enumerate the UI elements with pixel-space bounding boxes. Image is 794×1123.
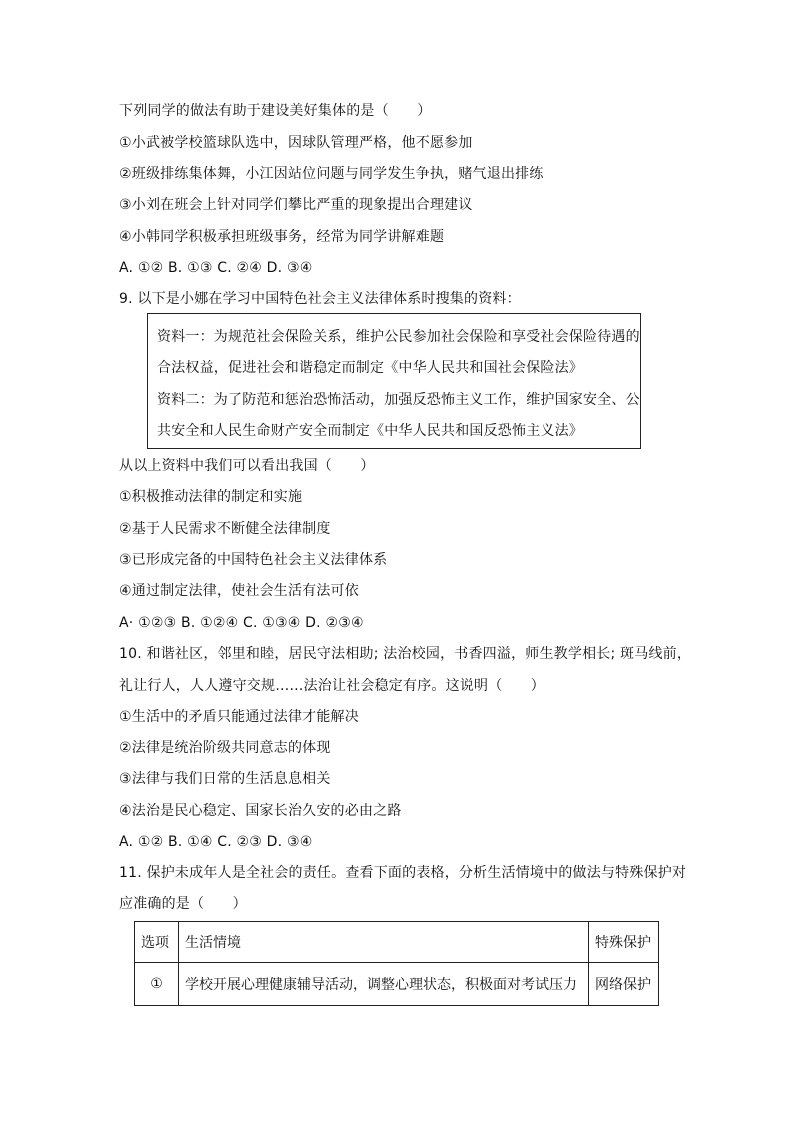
q9-options: A· ①②③ B. ①②④ C. ①③④ D. ②③④ xyxy=(119,615,364,631)
q11-stem-line-1: 11. 保护未成年人是全社会的责任。查看下面的表格，分析生活情境中的做法与特殊保护对 xyxy=(119,865,687,881)
q10-options: A. ①② B. ①④ C. ②③ D. ③④ xyxy=(119,834,313,850)
table-cell-situation: 学校开展心理健康辅导活动，调整心理状态，积极面对考试压力 xyxy=(179,963,589,1006)
q9-material-line-3: 资料二：为了防范和惩治恐怖活动，加强反恐怖主义工作，维护国家安全、公 xyxy=(157,392,640,408)
table-header-option: 选项 xyxy=(135,922,179,963)
table-cell-protection: 网络保护 xyxy=(589,963,659,1006)
q11-table xyxy=(134,921,659,1006)
q10-stem-line-2: 礼让行人，人人遵守交规……法治让社会稳定有序。这说明（ ） xyxy=(119,678,545,694)
q8-item-1: ①小武被学校篮球队选中，因球队管理严格，他不愿参加 xyxy=(119,135,473,151)
q10-stem-line-1: 10. 和谐社区，邻里和睦，居民守法相助; 法治校园，书香四溢，师生教学相长; 斑马线前， xyxy=(119,646,692,662)
q11-stem-line-2: 应准确的是（ ） xyxy=(119,896,247,912)
table-cell-option: ① xyxy=(135,963,179,1006)
q9-material-line-4: 共安全和人民生命财产安全而制定《中华人民共和国反恐怖主义法》 xyxy=(157,423,583,439)
table-header-situation: 生活情境 xyxy=(179,922,589,963)
q9-material-line-2: 合法权益，促进社会和谐稳定而制定《中华人民共和国社会保险法》 xyxy=(157,360,583,376)
q9-item-2: ②基于人民需求不断健全法律制度 xyxy=(119,521,331,537)
q9-item-3: ③已形成完备的中国特色社会主义法律体系 xyxy=(119,552,388,568)
q9-item-1: ①积极推动法律的制定和实施 xyxy=(119,489,303,505)
table-row xyxy=(135,963,659,1006)
q9-item-4: ④通过制定法律，使社会生活有法可依 xyxy=(119,583,359,599)
q9-stem: 9. 以下是小娜在学习中国特色社会主义法律体系时搜集的资料： xyxy=(119,291,521,307)
q10-item-2: ②法律是统治阶级共同意志的体现 xyxy=(119,740,331,756)
q9-material-box xyxy=(147,313,641,449)
q10-item-3: ③法律与我们日常的生活息息相关 xyxy=(119,771,331,787)
q8-item-4: ④小韩同学积极承担班级事务，经常为同学讲解难题 xyxy=(119,229,445,245)
table-header-row xyxy=(135,922,659,963)
q8-item-3: ③小刘在班会上针对同学们攀比严重的现象提出合理建议 xyxy=(119,197,473,213)
q10-item-4: ④法治是民心稳定、国家长治久安的必由之路 xyxy=(119,803,402,819)
q9-material-line-1: 资料一：为规范社会保险关系，维护公民参加社会保险和享受社会保险待遇的 xyxy=(157,329,640,345)
q8-stem: 下列同学的做法有助于建设美好集体的是（ ） xyxy=(119,103,432,119)
table-header-protection: 特殊保护 xyxy=(589,922,659,963)
q8-options: A. ①② B. ①③ C. ②④ D. ③④ xyxy=(119,260,313,276)
q8-item-2: ②班级排练集体舞，小江因站位问题与同学发生争执，赌气退出排练 xyxy=(119,166,544,182)
q10-item-1: ①生活中的矛盾只能通过法律才能解决 xyxy=(119,709,359,725)
q9-question: 从以上资料中我们可以看出我国（ ） xyxy=(119,458,375,474)
